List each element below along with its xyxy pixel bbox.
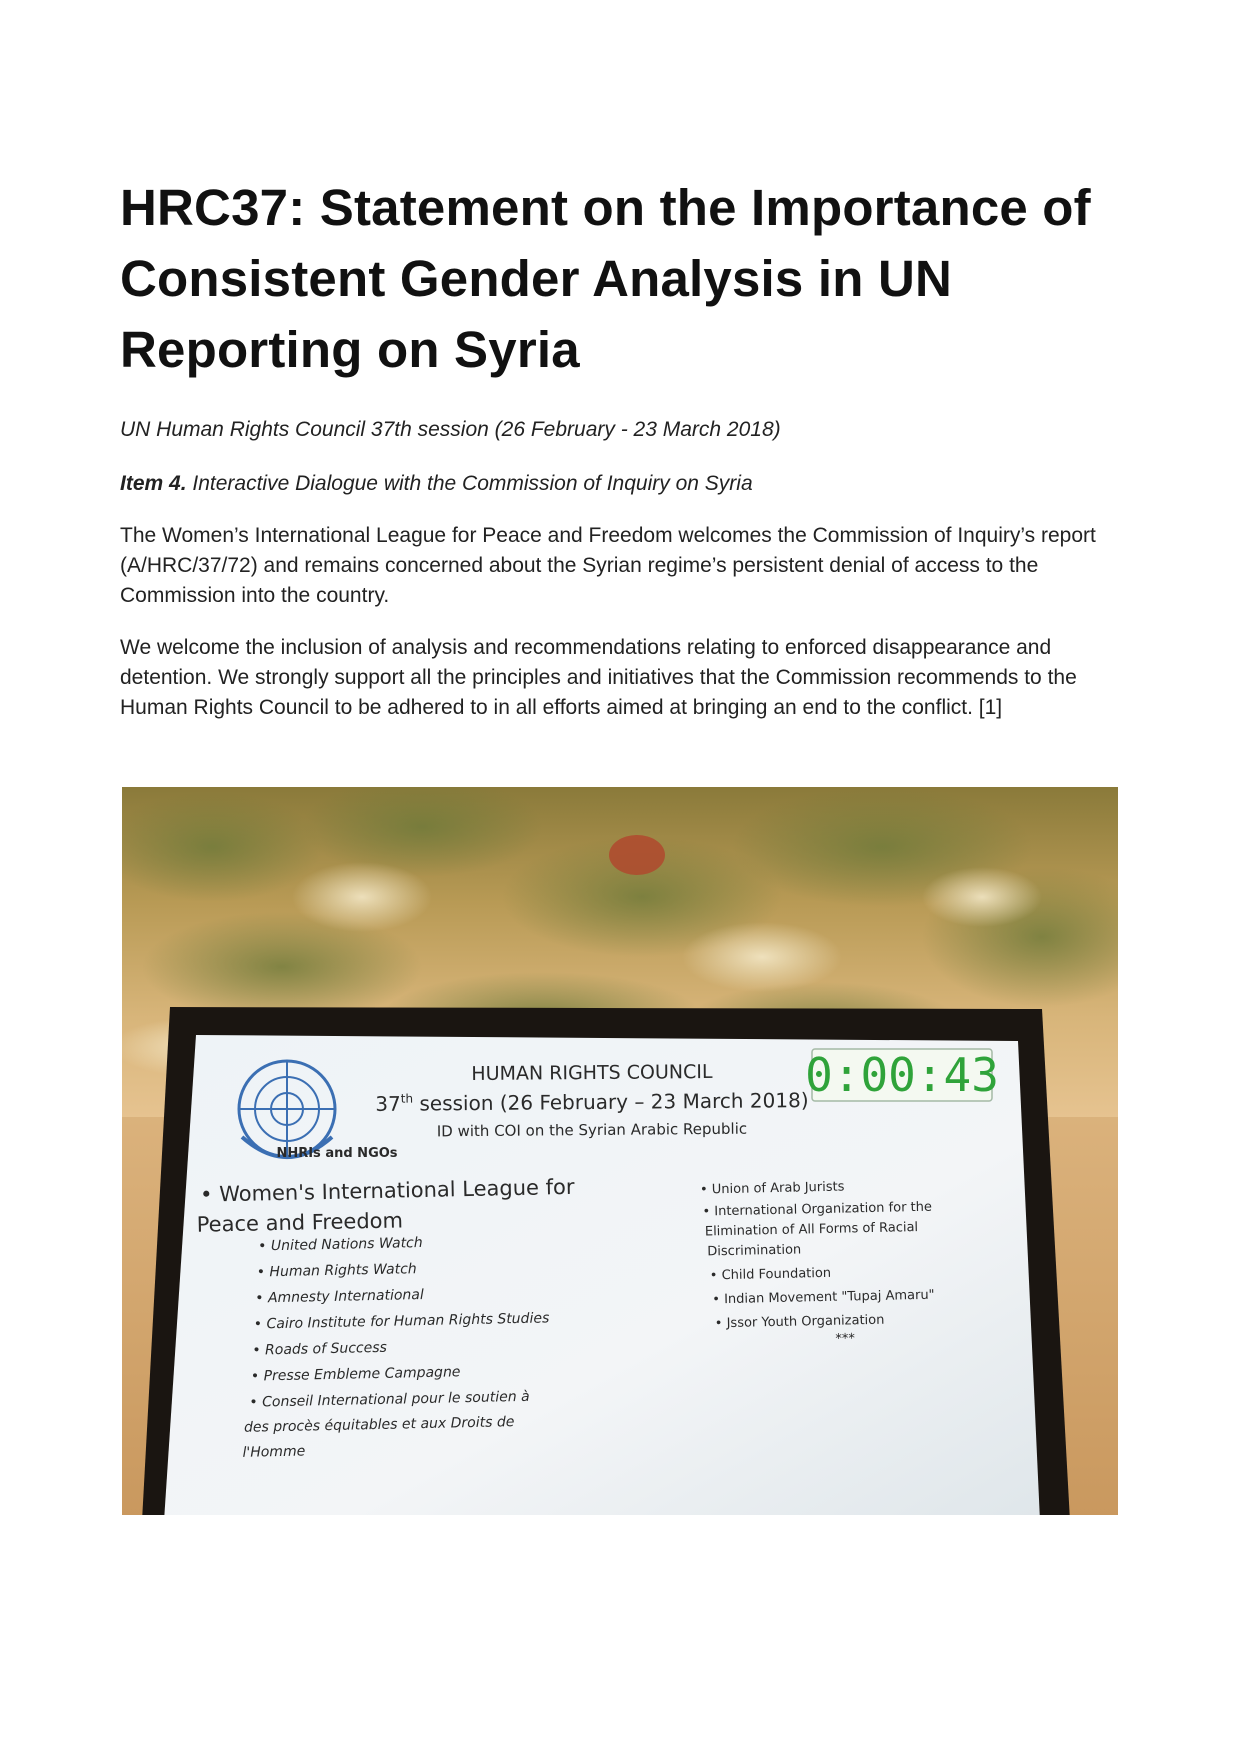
photo-bottom-edge — [122, 1515, 1118, 1521]
left-list-item-4: • Cairo Institute for Human Rights Studies — [253, 1310, 550, 1333]
right-list-item-7: • Jssor Youth Organization — [714, 1312, 885, 1332]
left-list-item-3: • Amnesty International — [255, 1286, 424, 1307]
session-line: UN Human Rights Council 37th session (26 February - 23 March 2018) — [120, 418, 781, 441]
right-list-item-1: • Union of Arab Jurists — [699, 1179, 845, 1198]
right-list-end-mark: *** — [835, 1331, 856, 1347]
right-list-item-6: • Indian Movement "Tupaj Amaru" — [712, 1287, 935, 1308]
timer-value: 0:00:43 — [805, 1048, 999, 1102]
left-list-item-2: • Human Rights Watch — [256, 1261, 417, 1281]
right-list-item-3: Elimination of All Forms of Racial — [704, 1219, 919, 1240]
right-list-item-2: • International Organization for the — [702, 1199, 933, 1220]
article — [120, 172, 1120, 723]
main-speaker-line2: Peace and Freedom — [196, 1208, 404, 1237]
paragraph-1: The Women’s International League for Peace and Freedom welcomes the Commission of Inquiry’s report (A/HRC/37/72) and remains concerned about the Syrian regime’s persistent denial of access to the Commission into the country. — [120, 524, 1096, 607]
screen-subtitle: ID with COI on the Syrian Arabic Republic — [436, 1119, 748, 1141]
left-list-item-9: l'Homme — [242, 1443, 306, 1461]
left-list-item-6: • Presse Embleme Campagne — [250, 1364, 461, 1385]
agenda-item — [120, 469, 1120, 499]
countdown-timer — [805, 1048, 999, 1102]
main-speaker-line1: • Women's International League for — [199, 1174, 575, 1207]
page-title: HRC37: Statement on the Importance of Consistent Gender Analysis in UN Reporting on Syria — [120, 179, 1091, 378]
agenda-item-label: Item 4. — [120, 472, 187, 495]
screen-heading: HUMAN RIGHTS COUNCIL — [471, 1060, 713, 1086]
left-list-item-7: • Conseil International pour le soutien à — [249, 1388, 530, 1411]
left-list-item-1: • United Nations Watch — [258, 1235, 423, 1255]
un-emblem-icon — [239, 1061, 335, 1157]
group-label: NHRIs and NGOs — [276, 1146, 398, 1161]
left-list-item-5: • Roads of Success — [252, 1339, 388, 1359]
screen-session: 37th session (26 February – 23 March 2018) — [375, 1088, 809, 1116]
right-list-item-4: Discrimination — [707, 1242, 802, 1260]
session-photo — [122, 787, 1118, 1521]
agenda-item-text: Interactive Dialogue with the Commission of Inquiry on Syria — [192, 472, 753, 495]
paragraph-2: We welcome the inclusion of analysis and recommendations relating to enforced disappearance and detention. We strongly support all the principles and initiatives that the Commission recommends to the Human Rights Council to be adhered to in all efforts aimed at bringing an end to the conflict. [1] — [120, 636, 1077, 719]
right-list-item-5: • Child Foundation — [709, 1265, 832, 1284]
left-list-item-8: des procès équitables et aux Droits de — [243, 1414, 515, 1436]
